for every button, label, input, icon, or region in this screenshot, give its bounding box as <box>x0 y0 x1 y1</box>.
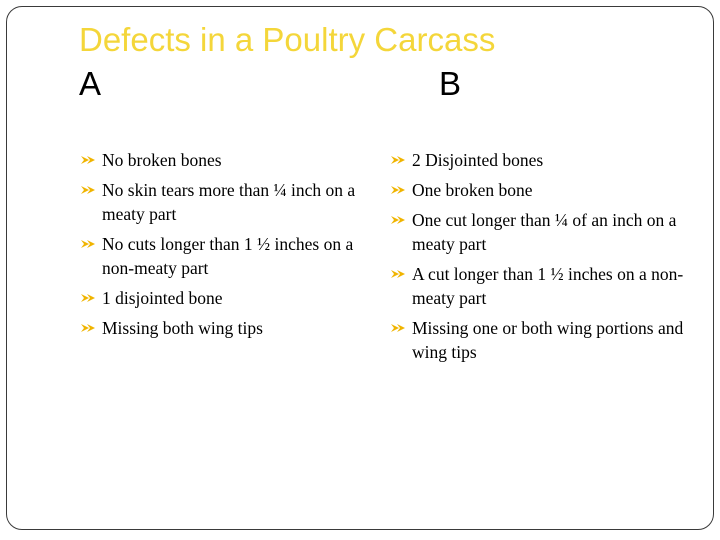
list-item <box>390 148 690 172</box>
arrow-bullet-icon <box>390 154 408 166</box>
list-item-text: Missing both wing tips <box>102 318 263 338</box>
list-item <box>390 316 690 364</box>
arrow-bullet-icon <box>80 292 98 304</box>
arrow-bullet-icon <box>80 238 98 250</box>
list-item-text: One broken bone <box>412 180 533 200</box>
arrow-bullet-icon <box>390 322 408 334</box>
list-item <box>390 178 690 202</box>
list-item-text: A cut longer than 1 ½ inches on a non-meaty part <box>412 264 684 308</box>
arrow-bullet-icon <box>390 184 408 196</box>
list-item-text: 1 disjointed bone <box>102 288 223 308</box>
arrow-bullet-icon <box>390 214 408 226</box>
list-item-text: No cuts longer than 1 ½ inches on a non-meaty part <box>102 234 354 278</box>
list-item <box>80 178 370 226</box>
list-item <box>80 316 370 340</box>
list-item-text: No skin tears more than ¼ inch on a meaty part <box>102 180 356 224</box>
arrow-bullet-icon <box>80 154 98 166</box>
list-item <box>80 148 370 172</box>
column-a-heading: A <box>79 65 102 102</box>
column-b-heading: B <box>439 65 462 102</box>
slide-title: Defects in a Poultry Carcass <box>79 21 496 58</box>
list-item-text: No broken bones <box>102 150 222 170</box>
list-item-text: One cut longer than ¼ of an inch on a meaty part <box>412 210 677 254</box>
column-b-list <box>390 148 690 370</box>
list-item-text: Missing one or both wing portions and wing tips <box>412 318 684 362</box>
list-item <box>390 208 690 256</box>
list-item-text: 2 Disjointed bones <box>412 150 544 170</box>
arrow-bullet-icon <box>390 268 408 280</box>
list-item <box>80 232 370 280</box>
column-a-list <box>80 148 370 346</box>
list-item <box>80 286 370 310</box>
list-item <box>390 262 690 310</box>
arrow-bullet-icon <box>80 322 98 334</box>
arrow-bullet-icon <box>80 184 98 196</box>
